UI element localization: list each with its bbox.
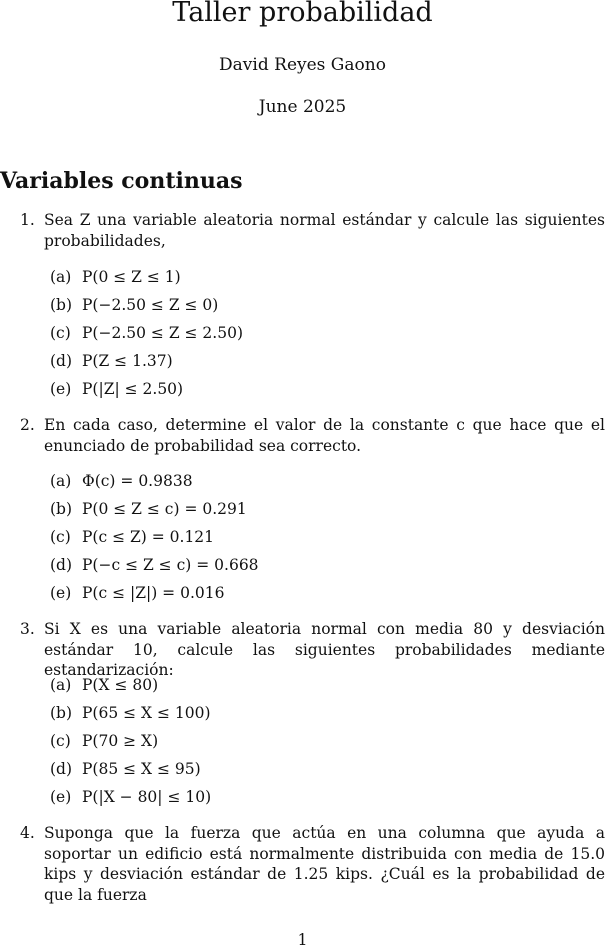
problem-3-item-e xyxy=(50,787,211,807)
problem-3 xyxy=(20,619,605,681)
problem-3-item-b xyxy=(50,703,211,723)
item-expression: P(c ≤ Z) = 0.121 xyxy=(82,528,215,546)
item-label: (a) xyxy=(50,472,72,490)
item-label: (b) xyxy=(50,704,73,722)
problem-number: 4. xyxy=(20,824,35,842)
item-label: (e) xyxy=(50,584,72,602)
problem-2-item-a xyxy=(50,471,193,491)
problem-statement: Suponga que la fuerza que actúa en una columna que ayuda a soportar un edificio está normalmente distribuida con media de 15.0 kips y desviación estándar de 1.25 kips. ¿Cuál es la probabilidad de que la fuerza xyxy=(44,824,605,904)
problem-2-item-c xyxy=(50,527,214,547)
item-label: (d) xyxy=(50,352,73,370)
problem-2-item-d xyxy=(50,555,259,575)
problem-3-item-a xyxy=(50,675,158,695)
problem-1 xyxy=(20,210,605,251)
item-label: (c) xyxy=(50,528,71,546)
problem-1-item-c xyxy=(50,323,243,343)
problem-1-item-b xyxy=(50,295,218,315)
item-expression: P(65 ≤ X ≤ 100) xyxy=(82,704,211,722)
problem-2-item-e xyxy=(50,583,224,603)
item-expression: Φ(c) = 0.9838 xyxy=(82,472,193,490)
item-label: (e) xyxy=(50,380,72,398)
problem-number: 3. xyxy=(20,620,35,638)
item-label: (c) xyxy=(50,732,71,750)
problem-1-item-e xyxy=(50,379,183,399)
item-expression: P(70 ≥ X) xyxy=(82,732,159,750)
section-heading: Variables continuas xyxy=(0,168,243,194)
item-expression: P(85 ≤ X ≤ 95) xyxy=(82,760,201,778)
item-expression: P(|X − 80| ≤ 10) xyxy=(82,788,212,806)
problem-1-item-d xyxy=(50,351,173,371)
item-expression: P(c ≤ |Z|) = 0.016 xyxy=(82,584,225,602)
item-label: (d) xyxy=(50,556,73,574)
item-label: (b) xyxy=(50,500,73,518)
item-expression: P(0 ≤ Z ≤ c) = 0.291 xyxy=(82,500,247,518)
item-expression: P(−c ≤ Z ≤ c) = 0.668 xyxy=(82,556,259,574)
item-label: (b) xyxy=(50,296,73,314)
item-expression: P(−2.50 ≤ Z ≤ 2.50) xyxy=(82,324,243,342)
problem-4 xyxy=(20,823,605,905)
item-label: (c) xyxy=(50,324,71,342)
problem-number: 1. xyxy=(20,211,35,229)
item-expression: P(X ≤ 80) xyxy=(82,676,159,694)
document-date: June 2025 xyxy=(258,97,347,117)
document-title: Taller probabilidad xyxy=(172,0,433,28)
problem-2 xyxy=(20,415,605,456)
item-expression: P(−2.50 ≤ Z ≤ 0) xyxy=(82,296,219,314)
problem-2-item-b xyxy=(50,499,247,519)
problem-3-item-d xyxy=(50,759,201,779)
item-label: (a) xyxy=(50,268,72,286)
problem-1-item-a xyxy=(50,267,181,287)
item-expression: P(0 ≤ Z ≤ 1) xyxy=(82,268,181,286)
item-label: (d) xyxy=(50,760,73,778)
problem-3-item-c xyxy=(50,731,158,751)
problem-statement: Sea Z una variable aleatoria normal estándar y calcule las siguientes probabilidades, xyxy=(44,211,605,250)
item-label: (e) xyxy=(50,788,72,806)
item-label: (a) xyxy=(50,676,72,694)
problem-statement: Si X es una variable aleatoria normal con media 80 y desviación estándar 10, calcule las siguientes probabilidades mediante estandarización: xyxy=(44,620,605,679)
item-expression: P(Z ≤ 1.37) xyxy=(82,352,173,370)
problem-statement: En cada caso, determine el valor de la constante c que hace que el enunciado de probabilidad sea correcto. xyxy=(44,416,605,455)
page-number: 1 xyxy=(297,931,308,949)
item-expression: P(|Z| ≤ 2.50) xyxy=(82,380,184,398)
document-author: David Reyes Gaono xyxy=(219,55,386,75)
problem-number: 2. xyxy=(20,416,35,434)
